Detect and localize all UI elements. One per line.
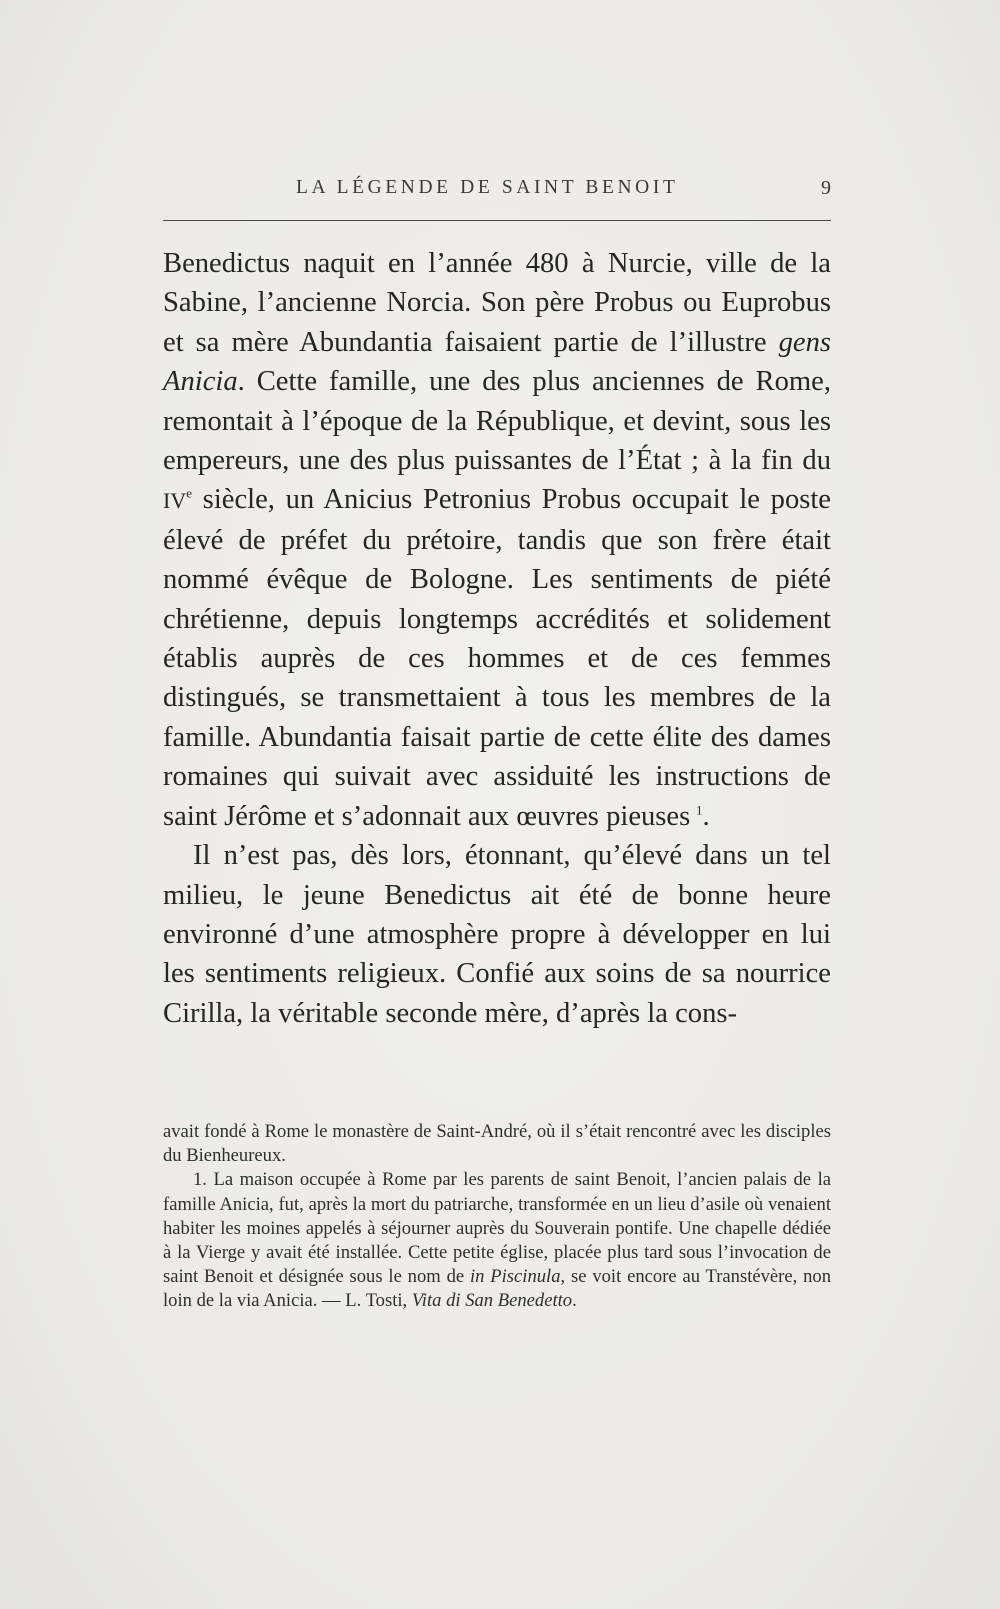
footnote-ref-1[interactable]: 1 <box>696 802 703 818</box>
paragraph-1 <box>163 244 831 836</box>
footnote-continued: avait fondé à Rome le monastère de Saint-André, où il s’était rencontré avec les disciples du Bienheureux. <box>163 1121 831 1167</box>
paragraph-1-text-c: siècle, un Anicius Petronius Probus occupait le poste élevé de préfet du prétoire, tandis que son frère était nommé évêque de Bologne. Les sentiments de piété chrétienne, depuis longtemps accrédités et solidement établis auprès de ces hommes et de ces femmes distingués, se transmettaient à tous les membres de la famille. Abundantia faisait partie de cette élite des dames romaines qui suivait avec assiduité les instructions de saint Jérôme et s’adonnait aux œuvres pieuses <box>163 484 831 832</box>
footnote-1-text-a: La maison occupée à Rome par les parents de saint Benoit, l’ancien palais de la famille Anicia, fut, après la mort du patriarche, transformée en un lieu d’asile où venaient habiter les moines appelés à séjourner auprès du Souverain pontife. Une chapelle dédiée à la Vierge y avait été installée. Cette petite église, placée plus tard sous l’invocation de saint Benoit et désignée sous le nom de <box>163 1169 831 1288</box>
footnote-1-marker: 1. <box>193 1169 207 1191</box>
footnote-1 <box>163 1168 831 1313</box>
paragraph-1-italic-gens: gens Anicia <box>163 326 831 398</box>
paragraph-2: Il n’est pas, dès lors, étonnant, qu’élevé dans un tel milieu, le jeune Benedictus ait été de bonne heure environné d’une atmosphère propre à développer en lui les sentiments religieux. Confié aux soins de sa nourrice Cirilla, la véritable seconde mère, d’après la cons- <box>163 840 831 1029</box>
main-text <box>163 244 831 1033</box>
footnote-1-italic-vita: Vita di San Benedetto <box>411 1290 573 1312</box>
footnote-1-text-b: , se voit encore au Transtévère, non loin de la via Anicia. — L. Tosti, <box>163 1266 831 1312</box>
paragraph-1-text-d: . <box>702 800 710 832</box>
paragraph-1-text-a: Benedictus naquit en l’année 480 à Nurcie, ville de la Sabine, l’ancienne Norcia. Son père Probus ou Euprobus et sa mère Abundantia faisaient partie de l’illustre <box>163 248 831 358</box>
running-head: LA LÉGENDE DE SAINT BENOIT <box>296 177 679 198</box>
header-rule <box>163 220 831 221</box>
footnote-1-italic-piscinula: in Piscinula <box>469 1266 561 1288</box>
footnote-1-text-c: . <box>572 1290 577 1312</box>
paragraph-1-text-b: . Cette famille, une des plus anciennes de Rome, remontait à l’époque de la République, et devint, sous les empereurs, une des plus puissantes de l’État ; à la fin du <box>163 366 831 477</box>
century-superscript: e <box>186 485 192 501</box>
century-roman-numeral: IV <box>163 488 187 514</box>
page-number: 9 <box>821 177 831 199</box>
footnotes <box>163 1120 831 1314</box>
page-header <box>163 177 831 207</box>
